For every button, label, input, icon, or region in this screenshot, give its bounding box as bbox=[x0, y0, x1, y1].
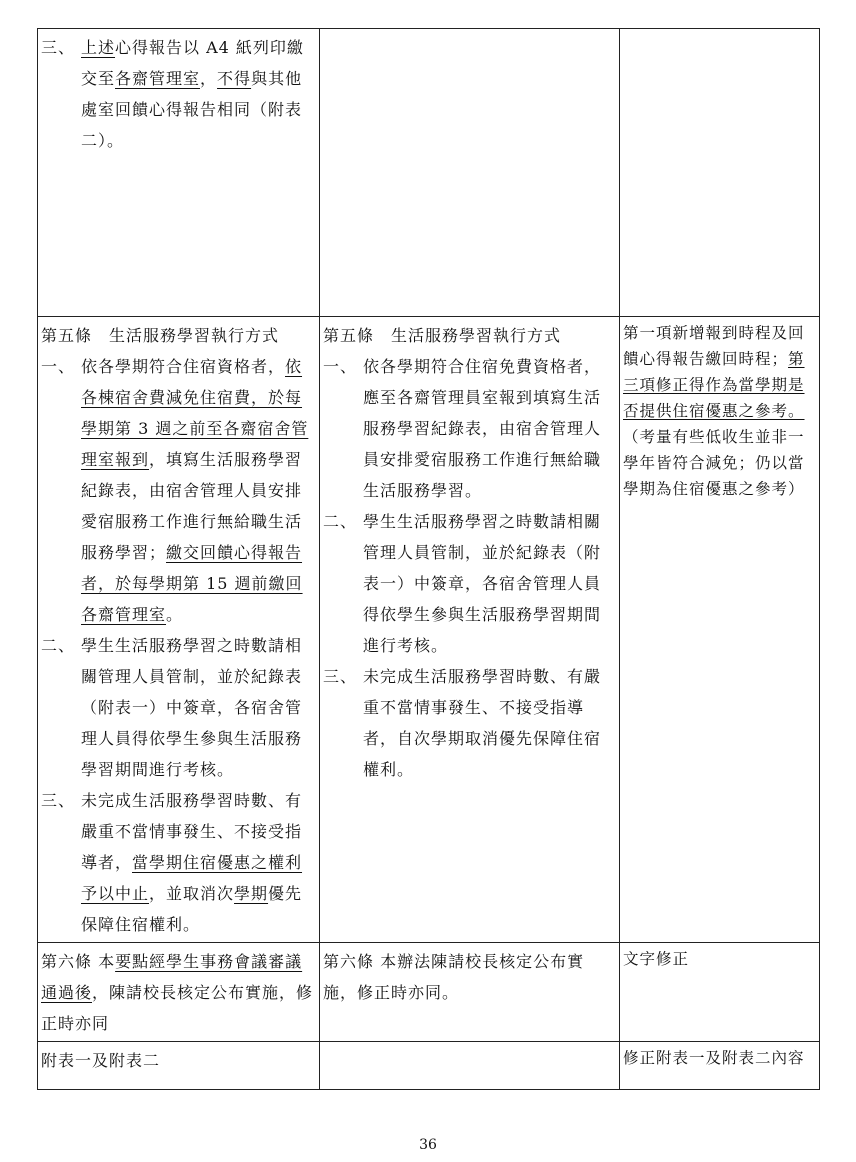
clause-paragraph: 三、 未完成生活服務學習時數、有嚴重不當情事發生、不接受指導者，當學期住宿優惠之權利予以中止，並取消次學期優先保障住宿權利。 bbox=[41, 791, 303, 934]
clause-paragraph: 二、 學生生活服務學習之時數請相關管理人員管制，並於紀錄表（附表一）中簽章，各宿舍管理人員得依學生參與生活服務學習期間進行考核。 bbox=[41, 636, 303, 779]
note-text: （考量有些低收生並非一學年皆符合減免；仍以當學期為住宿優惠之參考） bbox=[623, 428, 805, 498]
article-title: 第五條 生活服務學習執行方式 bbox=[323, 326, 562, 345]
article-title: 第五條 生活服務學習執行方式 bbox=[41, 326, 280, 345]
note-text: 第三項修正得作為當學期是否提供住宿優惠之參考。 bbox=[623, 350, 805, 420]
clause-number: 三、 bbox=[41, 38, 76, 57]
note-text: 第一項新增報到時程及回饋心得報告繳回時程； bbox=[623, 324, 805, 368]
amended-text-cell: 附表一及附表二 bbox=[38, 1042, 320, 1090]
current-text-cell bbox=[320, 317, 620, 943]
note-cell: 文字修正 bbox=[620, 943, 820, 1042]
amended-text-cell: 第六條 本要點經學生事務會議審議通過後，陳請校長核定公布實施，修正時亦同 bbox=[38, 943, 320, 1042]
table-row bbox=[38, 1042, 820, 1090]
current-text-cell: 第六條 本辦法陳請校長核定公布實施，修正時亦同。 bbox=[320, 943, 620, 1042]
comparison-table bbox=[37, 28, 820, 1090]
clause-paragraph: 三、 未完成生活服務學習時數、有嚴重不當情事發生、不接受指導者，自次學期取消優先保障住宿權利。 bbox=[323, 667, 602, 779]
amended-text-cell bbox=[38, 29, 320, 317]
current-text-cell bbox=[320, 29, 620, 317]
clause-paragraph: 一、 依各學期符合住宿資格者，依各棟宿舍費減免住宿費，於每學期第 3 週之前至各齋宿舍管理室報到，填寫生活服務學習紀錄表，由宿舍管理人員安排愛宿服務工作進行無給職生活服務學習；繳交回饋心得報告者，於每學期第 15 週前繳回各齋管理室。 bbox=[41, 357, 309, 624]
clause-paragraph: 二、 學生生活服務學習之時數請相關管理人員管制，並於紀錄表（附表一）中簽章，各宿舍管理人員得依學生參與生活服務學習期間進行考核。 bbox=[323, 512, 602, 655]
clause-paragraph: 三、 上述心得報告以 A4 紙列印繳交至各齋管理室，不得與其他處室回饋心得報告相同（附表二）。 bbox=[41, 32, 316, 156]
table-row bbox=[38, 943, 820, 1042]
note-cell bbox=[620, 317, 820, 943]
table-row bbox=[38, 29, 820, 317]
amended-text-cell bbox=[38, 317, 320, 943]
note-cell bbox=[620, 29, 820, 317]
clause-paragraph: 一、 依各學期符合住宿免費資格者，應至各齋管理員室報到填寫生活服務學習紀錄表，由宿舍管理人員安排愛宿服務工作進行無給職生活服務學習。 bbox=[323, 357, 602, 500]
page-number: 36 bbox=[419, 1137, 437, 1153]
current-text-cell bbox=[320, 1042, 620, 1090]
table-row bbox=[38, 317, 820, 943]
note-cell: 修正附表一及附表二內容 bbox=[620, 1042, 820, 1090]
